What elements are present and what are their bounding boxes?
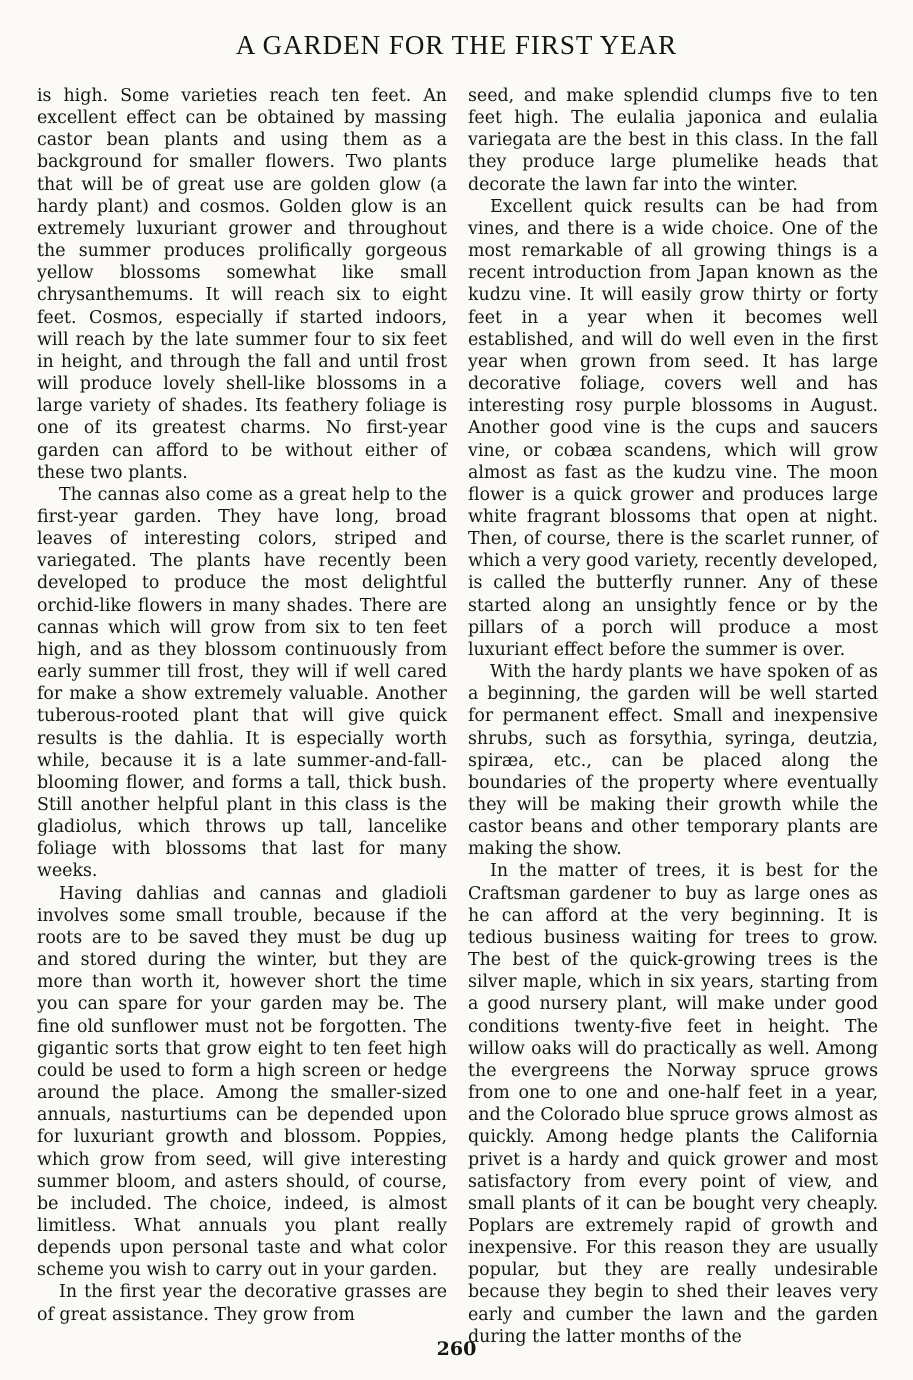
page-number: 260 [436,1338,477,1360]
paragraph: The cannas also come as a great help to the first-year garden. They have long, broad leaves of interesting colors, striped and variegated. The plants have recently been developed to produce the most delightful orchid-like flowers in many shades. There are cannas which will grow from six to ten feet high, and as they blossom continuously from early summer till frost, they will if well cared for make a show extremely valuable. Another tuberous-rooted plant that will give quick results is the dahlia. It is especially worth while, because it is a late summer-and-fall-blooming flower, and forms a tall, thick bush. Still another helpful plant in this class is the gladiolus, which throws up tall, lancelike foliage with blossoms that last for many weeks. [37,484,447,882]
right-column [468,85,878,1348]
left-column [37,85,447,1326]
paragraph: is high. Some varieties reach ten feet. An excellent effect can be obtained by massing castor bean plants and using them as a background for smaller flowers. Two plants that will be of great use are golden glow (a hardy plant) and cosmos. Golden glow is an extremely luxuriant grower and throughout the summer produces prolifically gorgeous yellow blossoms somewhat like small chrysanthemums. It will reach six to eight feet. Cosmos, especially if started indoors, will reach by the late summer four to six feet in height, and through the fall and until frost will produce lovely shell-like blossoms in a large variety of shades. Its feathery foliage is one of its greatest charms. No first-year garden can afford to be without either of these two plants. [37,86,447,483]
paragraph: With the hardy plants we have spoken of as a beginning, the garden will be well started for permanent effect. Small and inexpensive shrubs, such as forsythia, syringa, deutzia, spiræa, etc., can be placed along the boundaries of the property where eventually they will be making their growth while the castor beans and other temporary plants are making the show. [468,662,878,860]
page-title: A GARDEN FOR THE FIRST YEAR [235,30,678,60]
paragraph: Having dahlias and cannas and gladioli involves some small trouble, because if the roots are to be saved they must be dug up and stored during the winter, but they are more than worth it, however short the time you can spare for your garden may be. The fine old sunflower must not be forgotten. The gigantic sorts that grow eight to ten feet high could be used to form a high screen or hedge around the place. Among the smaller-sized annuals, nasturtiums can be depended upon for luxuriant growth and blossom. Poppies, which grow from seed, will give interesting summer bloom, and asters should, of course, be included. The choice, indeed, is almost limitless. What annuals you plant really depends upon personal taste and what color scheme you wish to carry out in your garden. [37,883,447,1281]
paragraph: In the first year the decorative grasses are of great assistance. They grow from [37,1282,447,1325]
paragraph: In the matter of trees, it is best for the Craftsman gardener to buy as large ones as he can afford at the very beginning. It is tedious business waiting for trees to grow. The best of the quick-growing trees is the silver maple, which in six years, starting from a good nursery plant, will make under good conditions twenty-five feet in height. The willow oaks will do practically as well. Among the evergreens the Norway spruce grows from one to one and one-half feet in a year, and the Colorado blue spruce grows almost as quickly. Among hedge plants the California privet is a hardy and quick grower and most satisfactory from every point of view, and small plants of it can be bought very cheaply. Poplars are extremely rapid of growth and inexpensive. For this reason they are usually popular, but they are really undesirable because they begin to shed their leaves very early and cumber the lawn and the garden during the latter months of the [468,861,878,1347]
paragraph: seed, and make splendid clumps five to ten feet high. The eulalia japonica and eulalia variegata are the best in this class. In the fall they produce large plumelike heads that decorate the lawn far into the winter. [468,86,878,195]
paragraph: Excellent quick results can be had from vines, and there is a wide choice. One of the most remarkable of all growing things is a recent introduction from Japan known as the kudzu vine. It will easily grow thirty or forty feet in a year when it becomes well established, and will do well even in the first year when grown from seed. It has large decorative foliage, covers well and has interesting rosy purple blossoms in August. Another good vine is the cups and saucers vine, or cobæa scandens, which will grow almost as fast as the kudzu vine. The moon flower is a quick grower and produces large white fragrant blossoms that open at night. Then, of course, there is the scarlet runner, of which a very good variety, recently developed, is called the butterfly runner. Any of these started along an unsightly fence or by the pillars of a porch will produce a most luxuriant effect before the summer is over. [468,196,878,660]
